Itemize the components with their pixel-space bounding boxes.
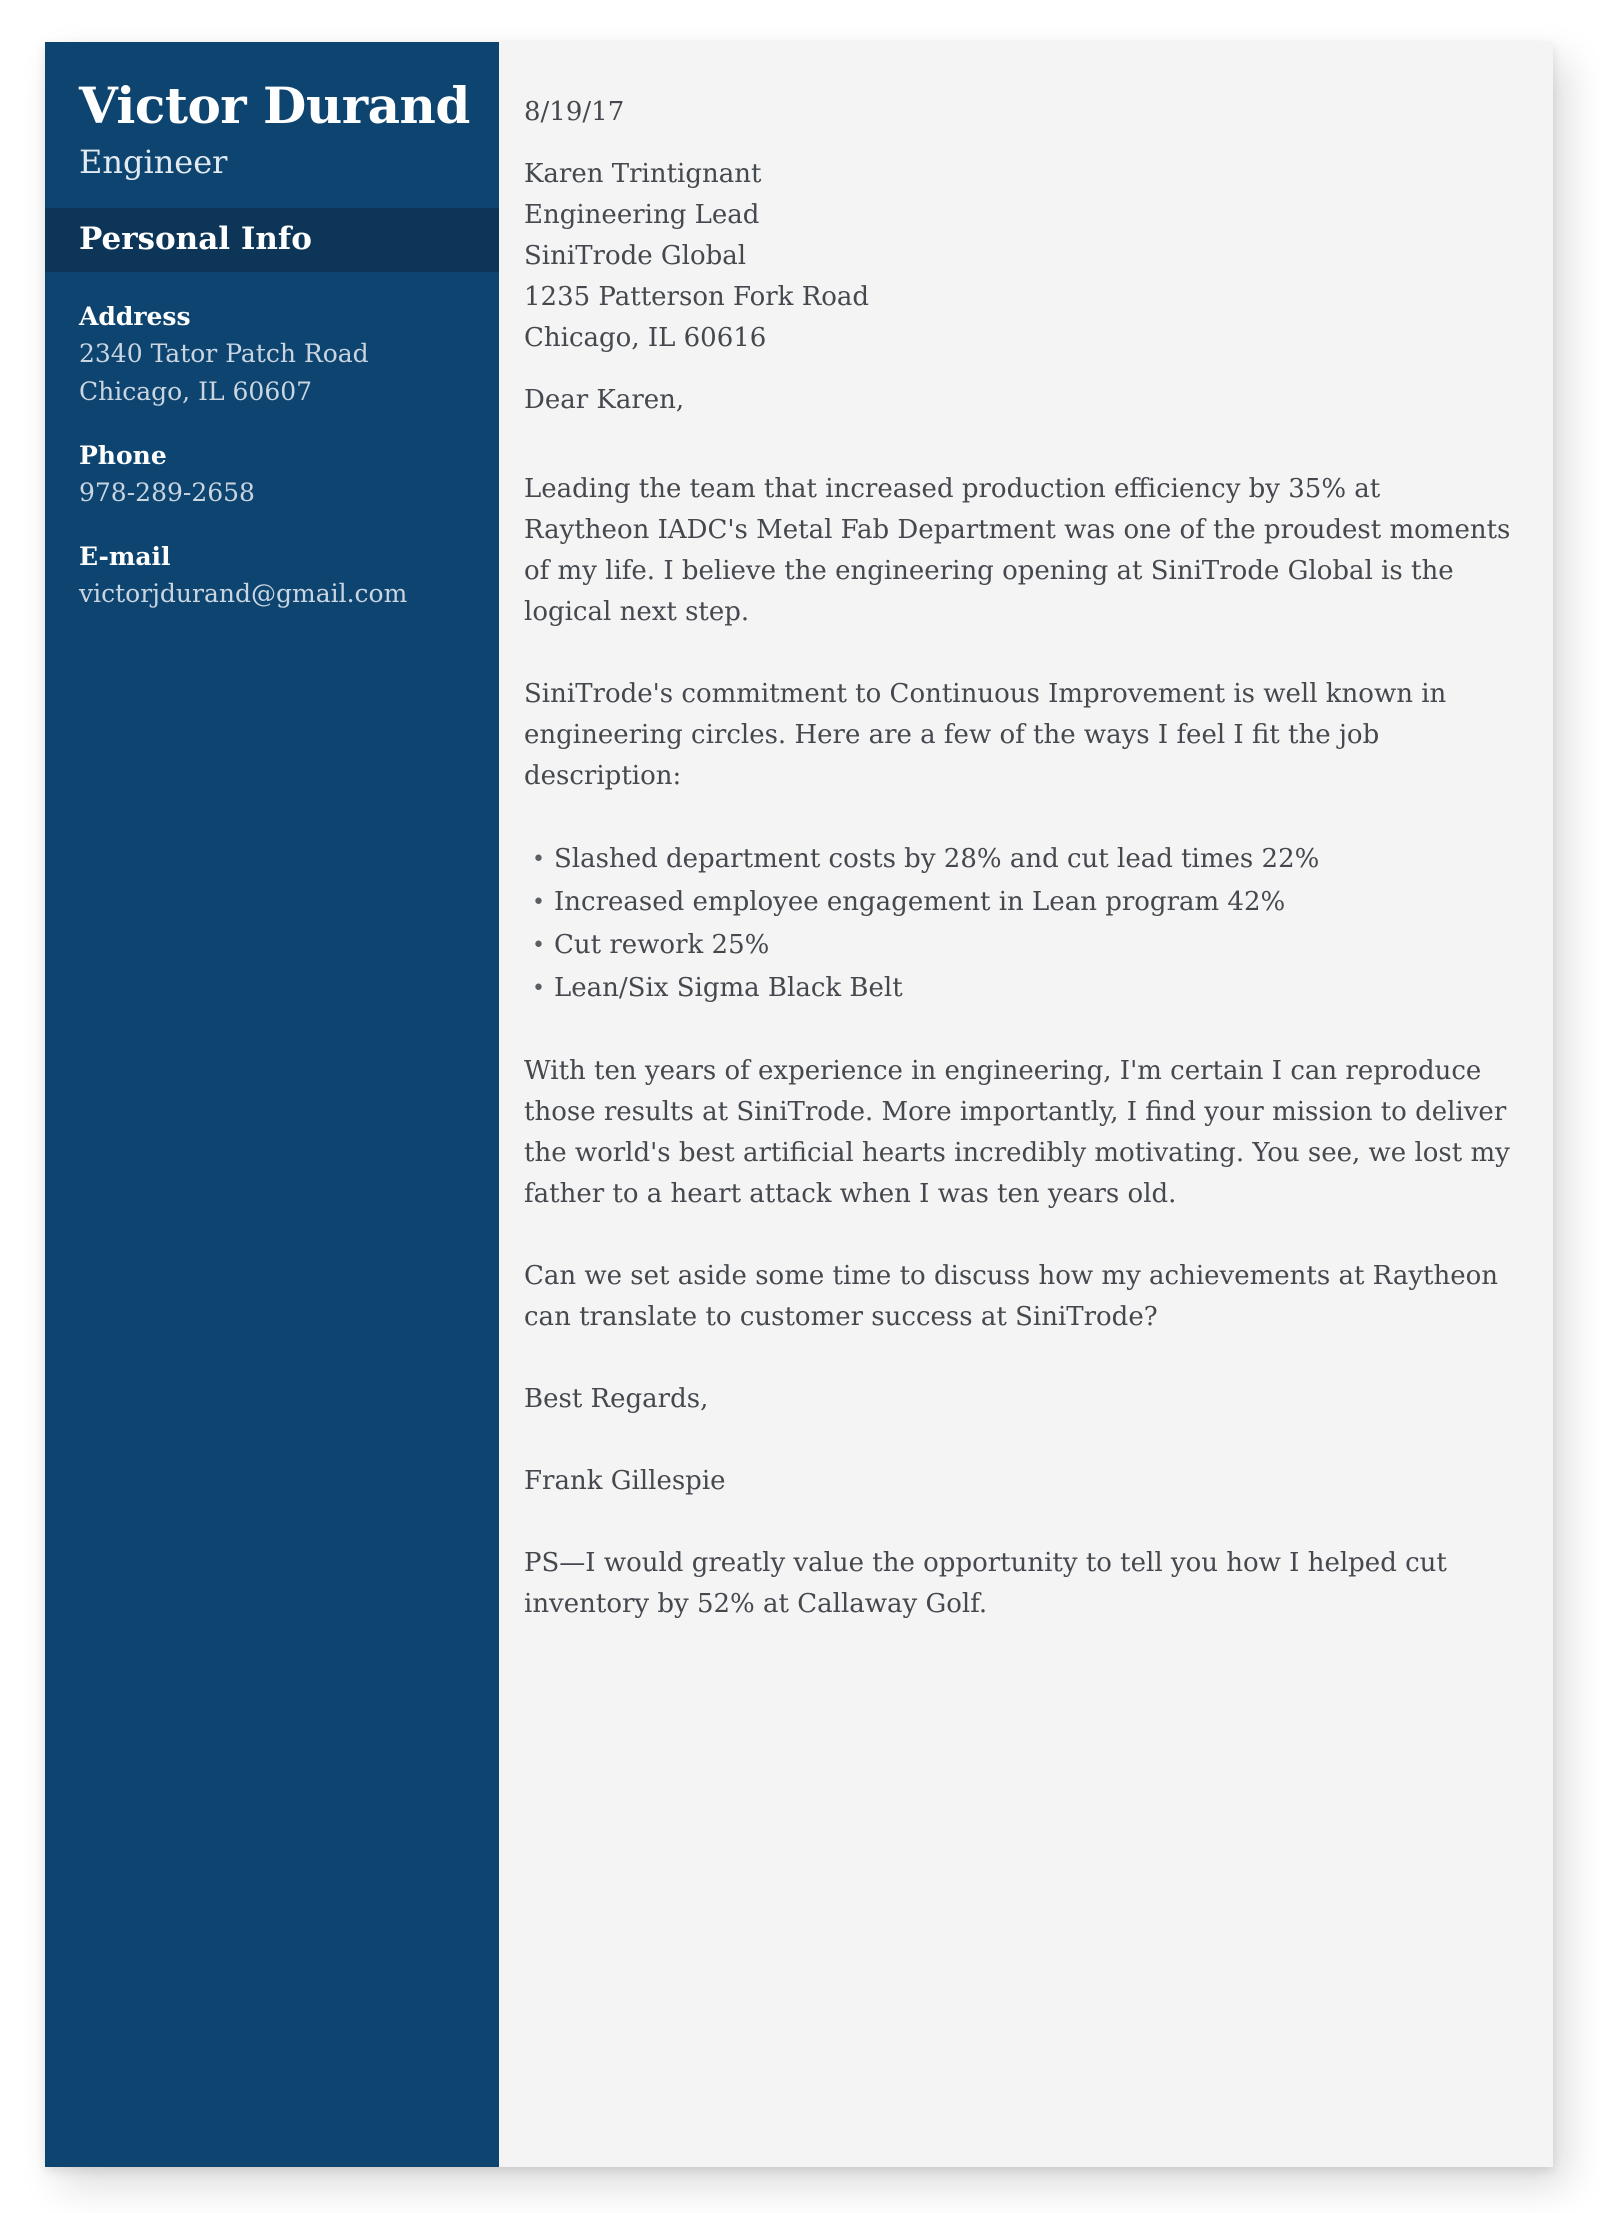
achievement-item: • Lean/Six Sigma Black Belt: [524, 967, 1513, 1010]
cover-letter-page: [45, 42, 1553, 2167]
postscript: PS—I would greatly value the opportunity to tell you how I helped cut inventory by 52% at Callaway Golf.: [524, 1548, 1447, 1619]
recipient-company: SiniTrode Global: [524, 241, 747, 271]
salutation: Dear Karen,: [524, 385, 685, 415]
recipient-city: Chicago, IL 60616: [524, 323, 767, 353]
email-value: victorjdurand@gmail.com: [79, 578, 408, 608]
personal-info-heading: [45, 208, 499, 272]
email-label: E-mail: [79, 541, 171, 571]
address-label: Address: [79, 301, 191, 331]
address-line: 2340 Tator Patch Road: [79, 338, 369, 368]
person-name: Victor Durand: [79, 76, 470, 135]
closing: Best Regards,: [524, 1384, 709, 1414]
sidebar: [45, 42, 499, 2167]
signature-name: Frank Gillespie: [524, 1466, 726, 1496]
letter-body: [499, 42, 1553, 2167]
achievements-list: [524, 838, 1513, 1010]
achievement-item: • Increased employee engagement in Lean program 42%: [524, 881, 1513, 924]
person-job-title: Engineer: [79, 143, 228, 181]
letter-paragraph: Can we set aside some time to discuss how my achievements at Raytheon can translate to customer success at SiniTrode?: [524, 1261, 1499, 1332]
letter-date: 8/19/17: [524, 97, 625, 127]
recipient-street: 1235 Patterson Fork Road: [524, 282, 870, 312]
phone-label: Phone: [79, 440, 167, 470]
address-line: Chicago, IL 60607: [79, 376, 313, 406]
personal-info-heading-label: Personal Info: [79, 220, 312, 257]
recipient-name: Karen Trintignant: [524, 159, 762, 189]
phone-value: 978-289-2658: [79, 477, 255, 507]
email-field: [79, 539, 471, 613]
letter-paragraph: SiniTrode's commitment to Continuous Improvement is well known in engineering circles. Here are a few of the ways I feel I fit the job description:: [524, 679, 1447, 791]
letter-paragraph: Leading the team that increased production efficiency by 35% at Raytheon IADC's Metal Fab Department was one of the proudest moments of my life. I believe the engineering opening at SiniTrode Global is the logical next step.: [524, 474, 1511, 627]
recipient-block: [524, 154, 1513, 359]
achievement-item: • Cut rework 25%: [524, 924, 1513, 967]
letter-paragraph: With ten years of experience in engineering, I'm certain I can reproduce those results at SiniTrode. More importantly, I find your mission to deliver the world's best artificial hearts incredibly motivating. You see, we lost my father to a heart attack when I was ten years old.: [524, 1056, 1510, 1209]
recipient-title: Engineering Lead: [524, 200, 760, 230]
achievement-item: • Slashed department costs by 28% and cut lead times 22%: [524, 838, 1513, 881]
phone-field: [79, 438, 471, 512]
address-field: [79, 299, 471, 411]
